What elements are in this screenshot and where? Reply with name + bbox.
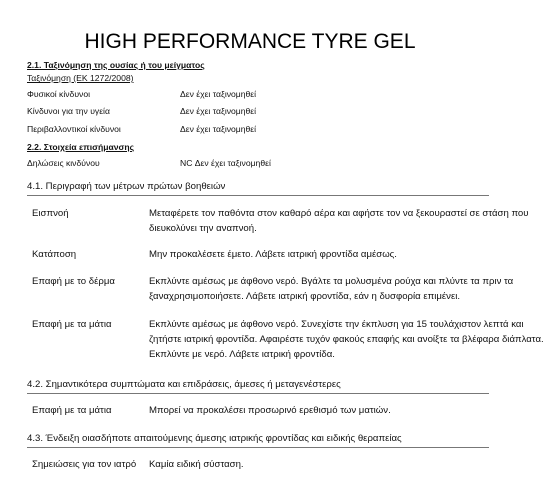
- eye-contact-text-line-1: Εκπλύντε αμέσως με άφθονο νερό. Συνεχίστε την έκπλυση για 15 τουλάχιστον λεπτά και: [149, 319, 524, 330]
- row-environmental-hazards-value: Δεν έχει ταξινομηθεί: [180, 124, 257, 134]
- eye-contact-text-line-2: ζητήστε ιατρική φροντίδα. Αφαιρέστε τυχόν φακούς επαφής και ανοίξτε τα βλέφαρα διάπλατα.: [149, 334, 544, 345]
- row-health-hazards-value: Δεν έχει ταξινομηθεί: [180, 106, 257, 116]
- inhalation-text-line-2: διευκολύνει την αναπνοή.: [149, 223, 257, 234]
- section-4-2-heading: 4.2. Σημαντικότερα συμπτώματα και επιδράσεις, άμεσες ή μεταγενέστερες: [27, 379, 341, 390]
- skin-contact-text-line-1: Εκπλύντε αμέσως με άφθονο νερό. Βγάλτε τα μολυσμένα ρούχα και πλύντε τα πριν τα: [149, 276, 514, 287]
- ingestion-label: Κατάποση: [32, 249, 77, 260]
- symptoms-eye-contact-label: Επαφή με τα μάτια: [32, 405, 112, 416]
- hazard-statements-label: Δηλώσεις κινδύνου: [27, 158, 100, 168]
- inhalation-label: Εισπνοή: [32, 208, 69, 219]
- row-physical-hazards-value: Δεν έχει ταξινομηθεί: [180, 89, 257, 99]
- skin-contact-text-line-2: ξαναχρησιμοποιήσετε. Λάβετε ιατρική φροντίδα, εάν η δυσφορία επιμένει.: [149, 291, 461, 302]
- symptoms-eye-contact-value: Μπορεί να προκαλέσει προσωρινό ερεθισμό των ματιών.: [149, 405, 391, 416]
- document-title: HIGH PERFORMANCE TYRE GEL: [84, 30, 416, 53]
- section-2-1-heading: 2.1. Ταξινόμηση της ουσίας ή του μείγματος: [27, 60, 205, 70]
- notes-for-physician-value: Καμία ειδική σύσταση.: [149, 459, 244, 470]
- section-2-1-subheading: Ταξινόμηση (ΕΚ 1272/2008): [27, 73, 134, 83]
- row-health-hazards-label: Κίνδυνοι για την υγεία: [27, 106, 110, 116]
- row-physical-hazards-label: Φυσικοί κίνδυνοι: [27, 89, 91, 99]
- section-4-1-divider: [27, 195, 489, 196]
- eye-contact-text-line-3: Εκπλύντε με νερό. Λάβετε ιατρική φροντίδα.: [149, 349, 335, 360]
- section-4-2-divider: [27, 393, 489, 394]
- eye-contact-label: Επαφή με τα μάτια: [32, 319, 112, 330]
- ingestion-text-line-1: Μην προκαλέσετε έμετο. Λάβετε ιατρική φροντίδα αμέσως.: [149, 249, 397, 260]
- row-environmental-hazards-label: Περιβαλλοντικοί κίνδυνοι: [27, 124, 121, 134]
- hazard-statements-value: NC Δεν έχει ταξινομηθεί: [180, 158, 271, 168]
- skin-contact-label: Επαφή με το δέρμα: [32, 276, 115, 287]
- notes-for-physician-label: Σημειώσεις για τον ιατρό: [32, 459, 137, 470]
- section-2-2-heading: 2.2. Στοιχεία επισήμανσης: [27, 142, 135, 152]
- section-4-3-heading: 4.3. Ένδειξη οιασδήποτε απαιτούμενης άμεσης ιατρικής φροντίδας και ειδικής θεραπείας: [27, 433, 402, 444]
- section-4-3-divider: [27, 447, 489, 448]
- section-4-1-heading: 4.1. Περιγραφή των μέτρων πρώτων βοηθειών: [27, 181, 226, 192]
- inhalation-text-line-1: Μεταφέρετε τον παθόντα στον καθαρό αέρα και αφήστε τον να ξεκουραστεί σε στάση που: [149, 208, 529, 219]
